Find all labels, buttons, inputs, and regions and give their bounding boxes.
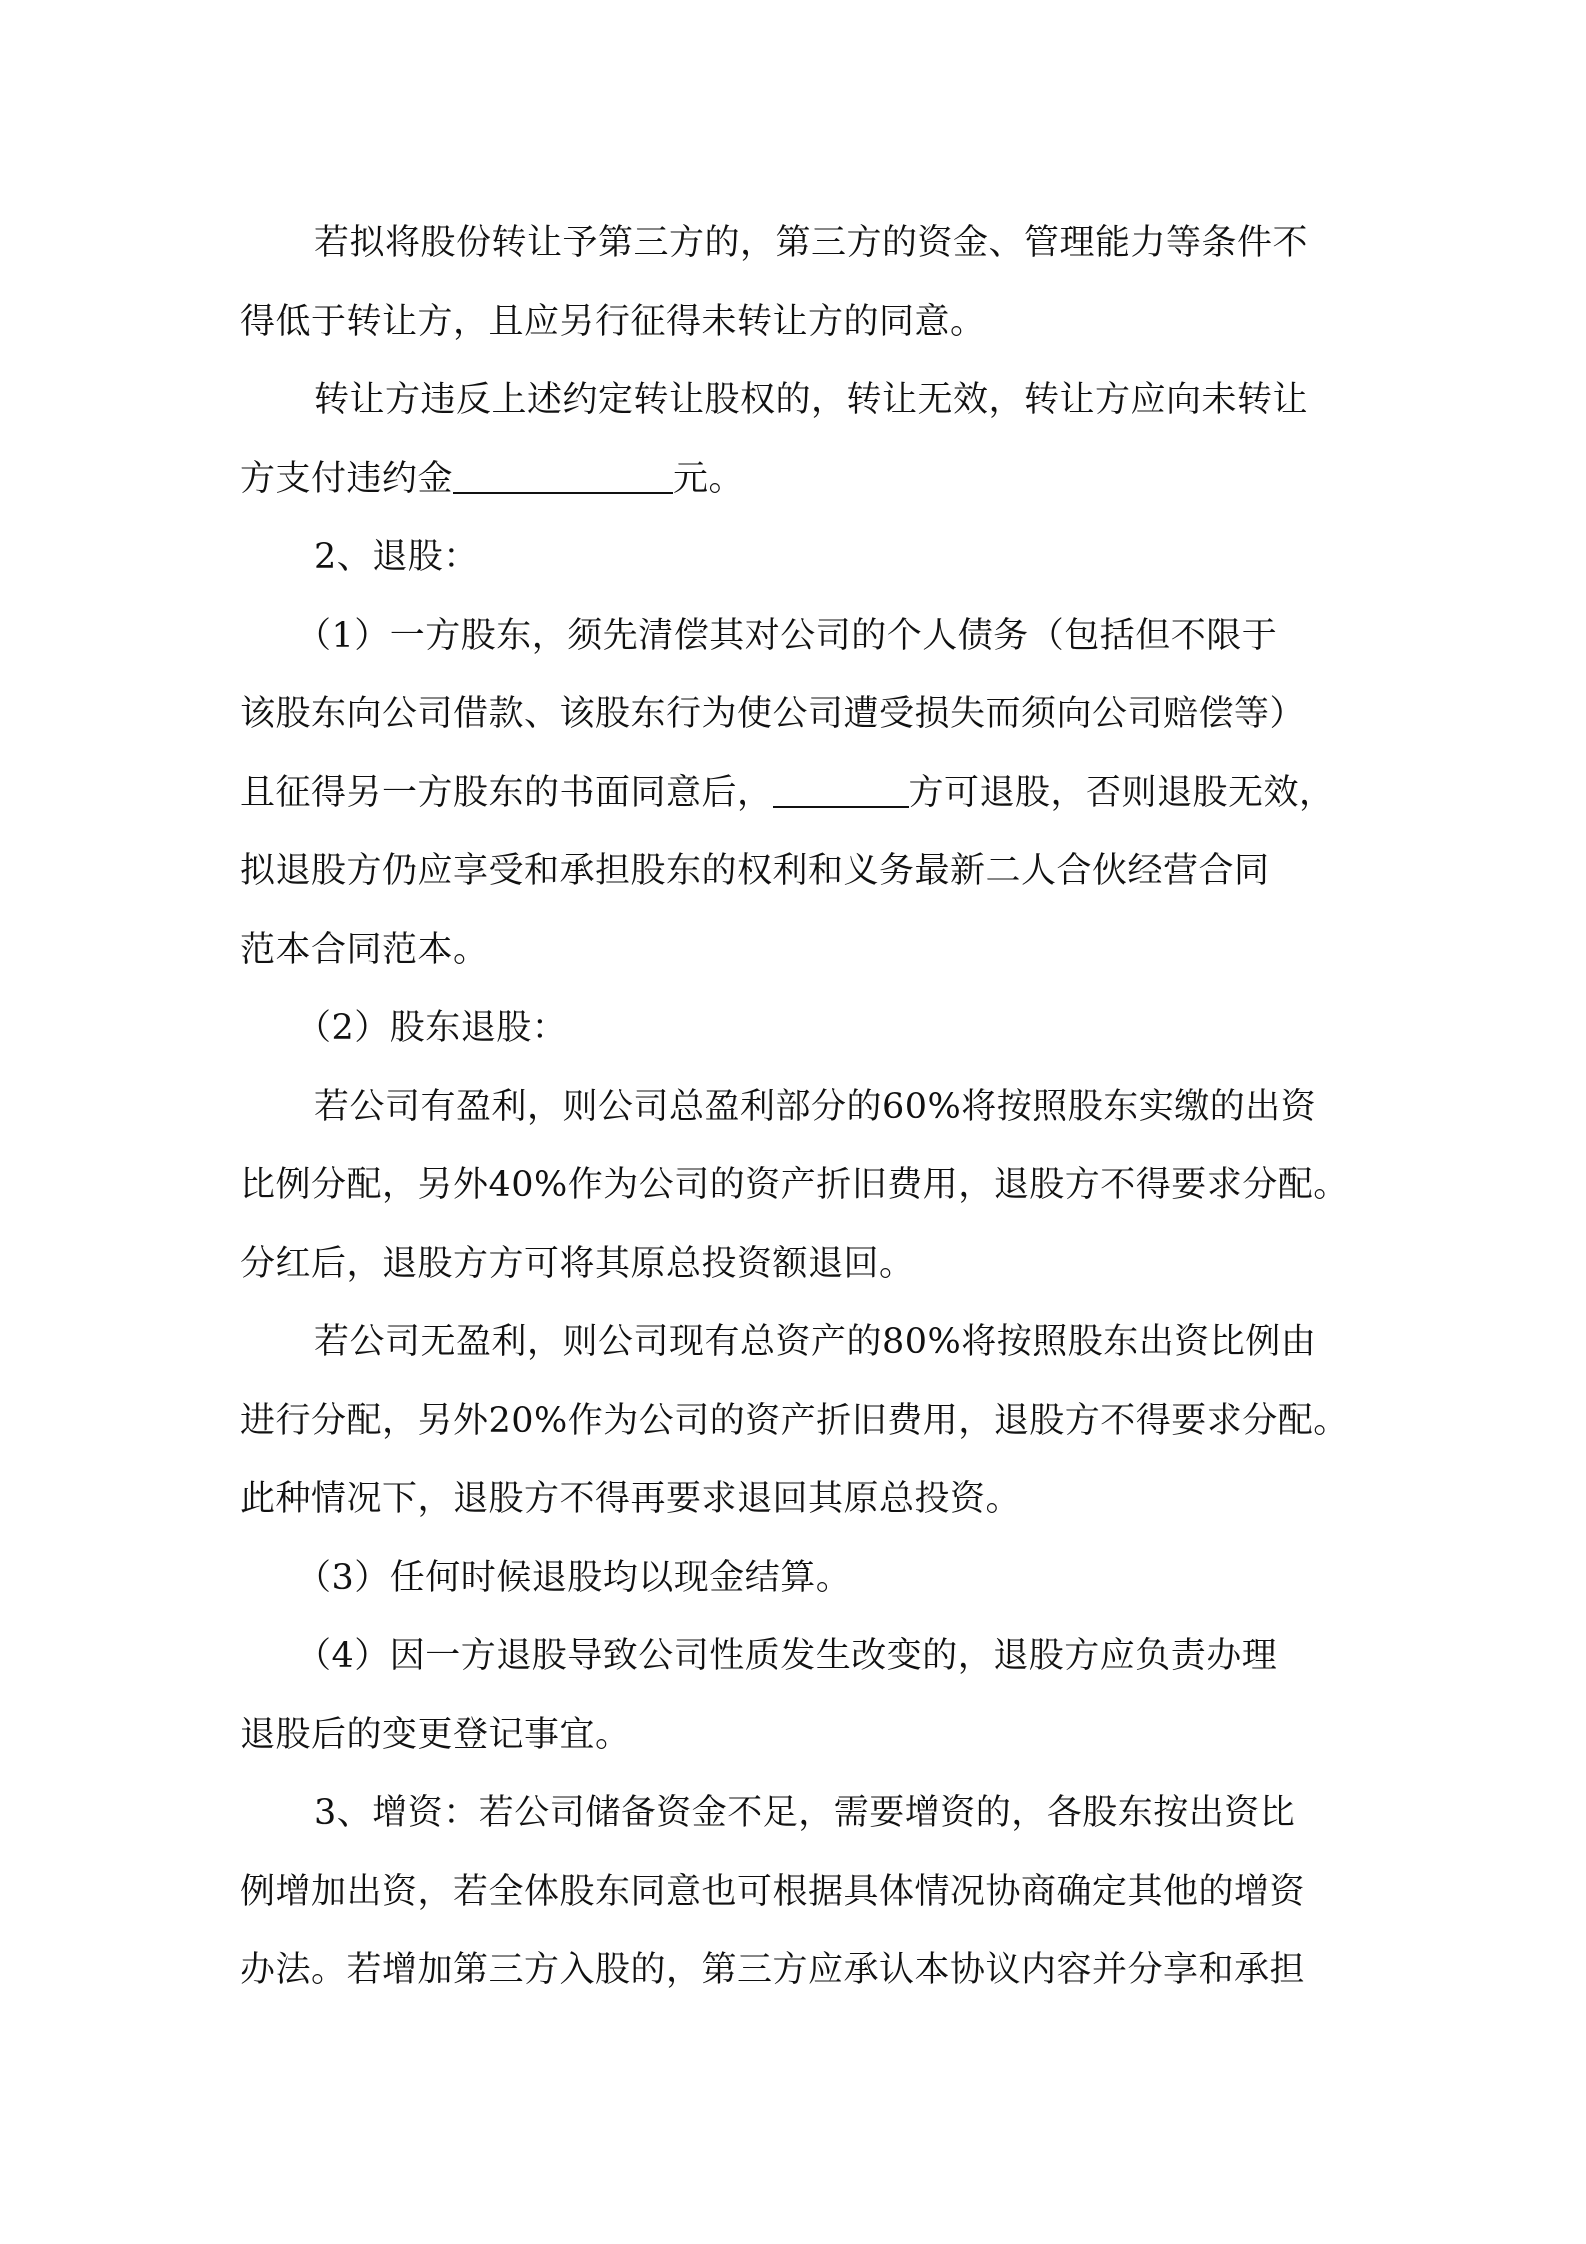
line-text: 方可退股，否则退股无效， xyxy=(908,772,1335,813)
text-line xyxy=(240,1696,1350,1775)
line-text: 得低于转让方，且应另行征得未转让方的同意。 xyxy=(240,301,986,342)
line-text: 例增加出资，若全体股东同意也可根据具体情况协商确定其他的增资 xyxy=(240,1871,1306,1912)
subsection-heading xyxy=(240,989,1350,1068)
text-line xyxy=(240,1617,1350,1696)
fill-in-blank xyxy=(773,771,909,808)
text-line xyxy=(240,1225,1350,1304)
text-line xyxy=(240,1068,1350,1147)
line-text: 若公司有盈利，则公司总盈利部分的60%将按照股东实缴的出资 xyxy=(314,1086,1317,1127)
text-line xyxy=(240,204,1350,283)
line-text: （4）因一方退股导致公司性质发生改变的，退股方应负责办理 xyxy=(296,1636,1278,1676)
text-line xyxy=(240,1931,1350,2010)
line-text: 范本合同范本。 xyxy=(240,929,489,970)
line-text: 此种情况下，退股方不得再要求退回其原总投资。 xyxy=(240,1479,1022,1519)
text-line xyxy=(240,440,1350,519)
text-line xyxy=(240,1539,1350,1618)
line-text: （3）任何时候退股均以现金结算。 xyxy=(296,1557,852,1598)
line-text: 转让方违反上述约定转让股权的，转让无效，转让方应向未转让 xyxy=(314,380,1309,420)
line-text: 2、退股： xyxy=(314,537,479,577)
line-text: 分红后，退股方方可将其原总投资额退回。 xyxy=(240,1243,915,1284)
text-line xyxy=(240,1303,1350,1382)
line-text: （1）一方股东，须先清偿其对公司的个人债务（包括但不限于 xyxy=(296,615,1278,656)
line-text: 且征得另一方股东的书面同意后， xyxy=(240,772,773,813)
line-text: 若公司无盈利，则公司现有总资产的80%将按照股东出资比例由 xyxy=(314,1322,1317,1362)
line-text: 方支付违约金 xyxy=(240,458,454,499)
line-text: 若拟将股份转让予第三方的，第三方的资金、管理能力等条件不 xyxy=(314,223,1309,263)
section-heading xyxy=(240,1774,1350,1853)
fill-in-blank-penalty-amount xyxy=(453,457,673,494)
text-line xyxy=(240,911,1350,990)
text-line xyxy=(240,597,1350,676)
text-line xyxy=(240,1853,1350,1932)
text-line xyxy=(240,754,1350,833)
line-text: 3、增资：若公司储备资金不足，需要增资的，各股东按出资比 xyxy=(314,1793,1296,1833)
text-line xyxy=(240,283,1350,362)
text-line xyxy=(240,1460,1350,1539)
line-text: （2）股东退股： xyxy=(296,1008,568,1048)
text-line xyxy=(240,361,1350,440)
line-text: 元。 xyxy=(673,458,745,499)
line-text: 该股东向公司借款、该股东行为使公司遭受损失而须向公司赔偿等） xyxy=(240,694,1306,734)
text-line xyxy=(240,832,1350,911)
line-text: 退股后的变更登记事宜。 xyxy=(240,1714,631,1755)
line-text: 拟退股方仍应享受和承担股东的权利和义务最新二人合伙经营合同 xyxy=(240,851,1270,891)
line-text: 比例分配，另外40%作为公司的资产折旧费用，退股方不得要求分配。 xyxy=(240,1165,1349,1205)
text-line xyxy=(240,675,1350,754)
text-line xyxy=(240,1382,1350,1461)
section-heading xyxy=(240,518,1350,597)
text-line xyxy=(240,1146,1350,1225)
line-text: 办法。若增加第三方入股的，第三方应承认本协议内容并分享和承担 xyxy=(240,1950,1306,1990)
line-text: 进行分配，另外20%作为公司的资产折旧费用，退股方不得要求分配。 xyxy=(240,1400,1349,1441)
document-body xyxy=(240,204,1350,2010)
